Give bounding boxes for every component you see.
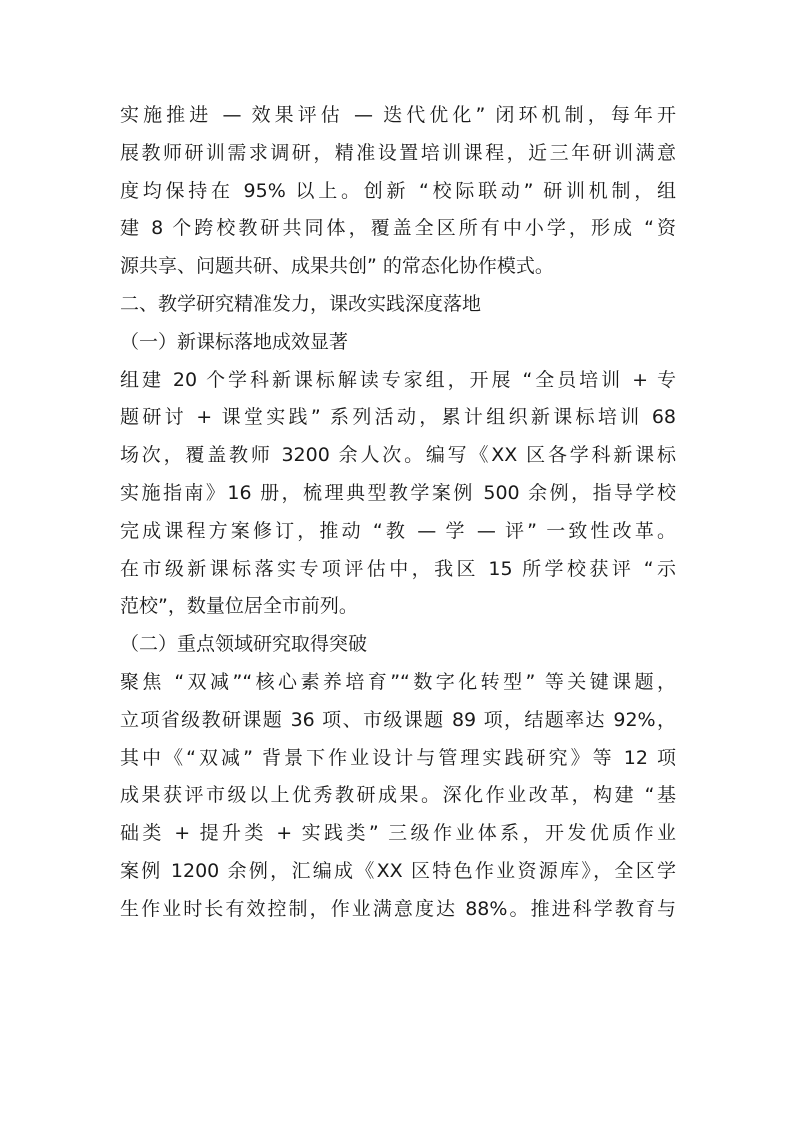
section-heading-2: 二、教学研究精准发力，课改实践深度落地 [120,292,482,315]
body-line-1: 实施推进 — 效果评估 — 迭代优化” 闭环机制，每年开 [120,104,676,126]
body-line-12: 完成课程方案修订，推动 “教 — 学 — 评” 一致性改革。 [120,519,676,542]
body-line-19: 成果获评市级以上优秀教研成果。深化作业改革，构建 “基 [120,784,676,807]
body-line-13: 在市级新课标落实专项评估中，我区 15 所学校获评 “示 [120,557,676,580]
subsection-heading-2-1: （一）新课标落地成效显著 [120,330,349,353]
body-line-9: 题研讨 + 课堂实践” 系列活动，累计组织新课标培训 68 [120,406,676,429]
body-line-22: 生作业时长有效控制，作业满意度达 88%。推进科学教育与 [120,897,676,920]
body-line-5: 源共享、问题共研、成果共创” 的常态化协作模式。 [120,255,554,278]
body-line-3: 度均保持在 95% 以上。创新 “校际联动” 研训机制，组 [120,179,676,202]
body-line-14: 范校”，数量位居全市前列。 [120,595,358,618]
subsection-heading-2-2: （二）重点领域研究取得突破 [120,633,368,656]
body-line-20: 础类 + 提升类 + 实践类” 三级作业体系，开发优质作业 [120,822,676,845]
body-line-18: 其中《“双减” 背景下作业设计与管理实践研究》等 12 项 [120,746,676,769]
body-line-2: 展教师研训需求调研，精准设置培训课程，近三年研训满意 [120,141,676,164]
body-line-11: 实施指南》16 册，梳理典型教学案例 500 余例，指导学校 [120,481,676,504]
body-line-16: 聚焦 “双减”“核心素养培育”“数字化转型” 等关键课题， [120,670,676,693]
body-line-4: 建 8 个跨校教研共同体，覆盖全区所有中小学，形成 “资 [120,217,676,240]
body-line-10: 场次，覆盖教师 3200 余人次。编写《XX 区各学科新课标 [120,444,676,467]
body-line-8: 组建 20 个学科新课标解读专家组，开展 “全员培训 + 专 [120,368,676,391]
body-line-17: 立项省级教研课题 36 项、市级课题 89 项，结题率达 92%， [120,708,676,731]
document-body [120,97,676,929]
body-line-21: 案例 1200 余例，汇编成《XX 区特色作业资源库》，全区学 [120,859,676,882]
